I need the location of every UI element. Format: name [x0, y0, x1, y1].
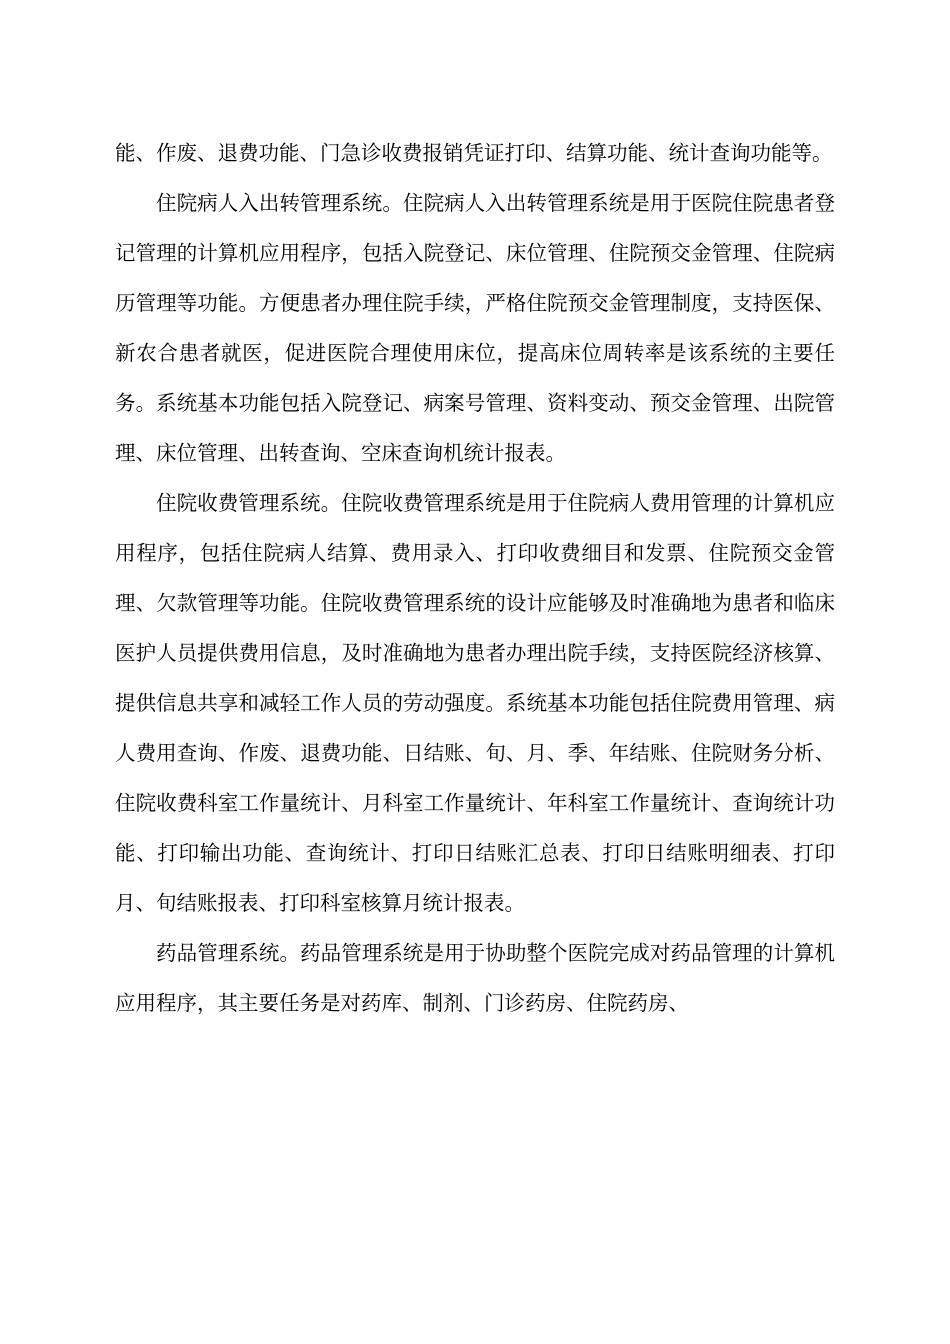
document-body — [115, 128, 835, 1028]
paragraph-inpatient-admission-system: 住院病人入出转管理系统。住院病人入出转管理系统是用于医院住院患者登记管理的计算机应用程序，包括入院登记、床位管理、住院预交金管理、住院病历管理等功能。方便患者办理住院手续，严格住院预交金管理制度，支持医保、新农合患者就医，促进医院合理使用床位，提高床位周转率是该系统的主要任务。系统基本功能包括入院登记、病案号管理、资料变动、预交金管理、出院管理、床位管理、出转查询、空床查询机统计报表。 — [115, 191, 835, 465]
paragraph-pharmacy-system: 药品管理系统。药品管理系统是用于协助整个医院完成对药品管理的计算机应用程序，其主要任务是对药库、制剂、门诊药房、住院药房、 — [115, 941, 835, 1015]
paragraph-inpatient-billing-system: 住院收费管理系统。住院收费管理系统是用于住院病人费用管理的计算机应用程序，包括住院病人结算、费用录入、打印收费细目和发票、住院预交金管理、欠款管理等功能。住院收费管理系统的设计应能够及时准确地为患者和临床医护人员提供费用信息，及时准确地为患者办理出院手续，支持医院经济核算、提供信息共享和减轻工作人员的劳动强度。系统基本功能包括住院费用管理、病人费用查询、作废、退费功能、日结账、旬、月、季、年结账、住院财务分析、住院收费科室工作量统计、月科室工作量统计、年科室工作量统计、查询统计功能、打印输出功能、查询统计、打印日结账汇总表、打印日结账明细表、打印月、旬结账报表、打印科室核算月统计报表。 — [115, 491, 835, 915]
paragraph-outpatient-billing-continued: 能、作废、退费功能、门急诊收费报销凭证打印、结算功能、统计查询功能等。 — [115, 141, 833, 165]
